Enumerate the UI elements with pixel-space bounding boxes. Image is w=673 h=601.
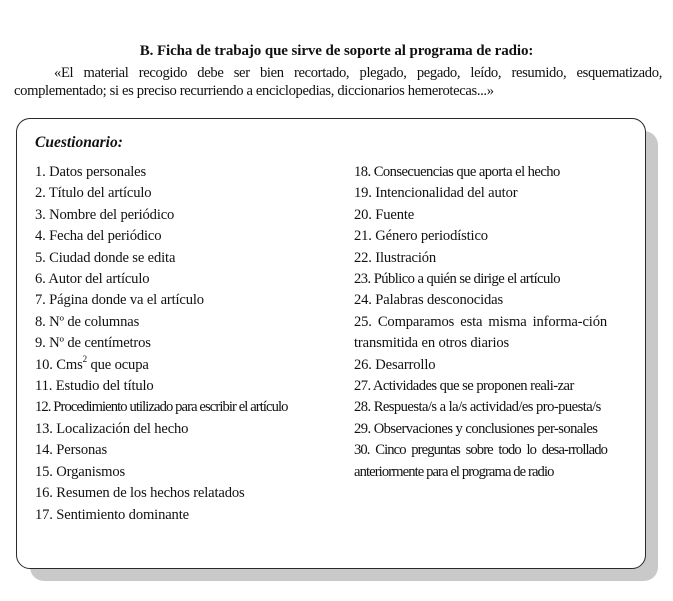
list-item: 25. Comparamos esta misma informa-ción transmitida en otros diarios <box>354 313 607 352</box>
list-item: 30. Cinco preguntas sobre todo lo desa-rrollado anteriormente para el programa de radio <box>354 442 607 480</box>
list-item: 1. Datos personales <box>35 164 147 180</box>
item10-superscript: 2 <box>82 353 87 364</box>
list-item: 14. Personas <box>35 442 107 459</box>
item10-suffix: que ocupa <box>86 356 149 373</box>
list-item: 16. Resumen de los hechos relatados <box>35 485 245 502</box>
list-item: 3. Nombre del periódico <box>35 206 175 223</box>
section-heading: B. Ficha de trabajo que sirve de soporte al programa de radio: <box>139 43 534 59</box>
list-item: 20. Fuente <box>354 206 415 223</box>
list-item: 28. Respuesta/s a la/s actividad/es pro-puesta/s <box>354 399 601 416</box>
list-item: 17. Sentimiento dominante <box>35 506 189 523</box>
list-item: 13. Localización del hecho <box>35 420 189 437</box>
list-item: 23. Público a quién se dirige el artículo <box>354 271 561 288</box>
list-item: 4. Fecha del periódico <box>35 228 162 245</box>
list-item: 12. Procedimiento utilizado para escribir el artículo <box>35 399 288 416</box>
list-item: 9. Nº de centímetros <box>35 335 151 352</box>
item10-prefix: 10. Cms <box>35 356 83 373</box>
list-item: 27. Actividades que se proponen reali-zar <box>354 378 574 395</box>
list-item: 15. Organismos <box>35 463 126 480</box>
cuestionario-title: Cuestionario: <box>35 134 123 151</box>
list-item-10 <box>35 355 331 376</box>
list-item: 7. Página donde va el artículo <box>35 292 204 309</box>
list-item: 26. Desarrollo <box>354 356 436 373</box>
list-item: 2. Título del artículo <box>35 185 152 202</box>
list-item: 6. Autor del artículo <box>35 271 150 288</box>
list-item: 5. Ciudad donde se edita <box>35 249 176 266</box>
list-item: 19. Intencionalidad del autor <box>354 185 518 202</box>
list-item: 21. Género periodístico <box>354 228 488 245</box>
list-item: 8. Nº de columnas <box>35 313 140 330</box>
cuestionario-right-column <box>354 162 607 483</box>
list-item: 24. Palabras desconocidas <box>354 292 504 309</box>
list-item: 22. Ilustración <box>354 249 437 266</box>
cuestionario-left-column <box>35 162 331 526</box>
list-item: 18. Consecuencias que aporta el hecho <box>354 164 560 180</box>
intro-quote: «El material recogido debe ser bien recortado, plegado, pegado, leído, resumido, esquematizado, complementado; si es preciso recurriendo a enciclopedias, diccionarios hemerotecas...» <box>14 65 662 99</box>
cuestionario-box <box>16 118 646 569</box>
list-item: 11. Estudio del título <box>35 378 154 395</box>
list-item: 29. Observaciones y conclusiones per-sonales <box>354 420 598 437</box>
